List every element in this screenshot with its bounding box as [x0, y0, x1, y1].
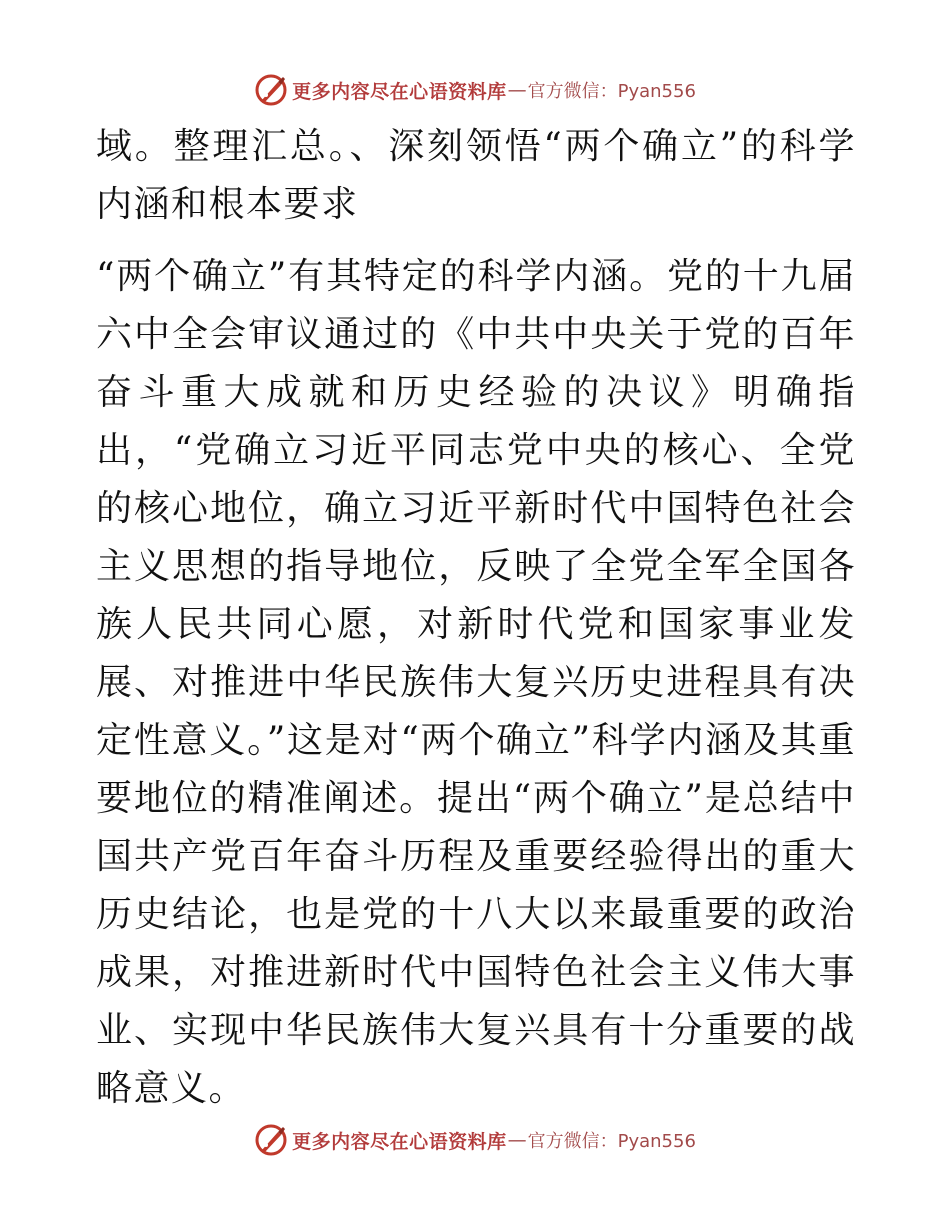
quill-pen-logo-icon	[254, 73, 288, 107]
document-body	[96, 118, 856, 1118]
header-dash: —	[507, 79, 527, 101]
quill-pen-logo-icon	[254, 1123, 288, 1157]
paragraph-main: “两个确立”有其特定的科学内涵。党的十九届六中全会审议通过的《中共中央关于党的百年奋斗重大成就和历史经验的决议》明确指出，“党确立习近平同志党中央的核心、全党的核心地位，确立习近平新时代中国特色社会主义思想的指导地位，反映了全党全军全国各族人民共同心愿，对新时代党和国家事业发展、对推进中华民族伟大复兴历史进程具有决定性意义。”这是对“两个确立”科学内涵及其重要地位的精准阐述。提出“两个确立”是总结中国共产党百年奋斗历程及重要经验得出的重大历史结论，也是党的十八大以来最重要的政治成果，对推进新时代中国特色社会主义伟大事业、实现中华民族伟大复兴具有十分重要的战略意义。	[96, 256, 856, 1109]
header-site-text: 更多内容尽在心语资料库	[292, 80, 507, 103]
header-banner	[0, 70, 950, 110]
header-wechat-text: 官方微信：Pyan556	[527, 81, 696, 102]
footer-wechat-text: 官方微信：Pyan556	[527, 1131, 696, 1152]
footer-dash: —	[507, 1129, 527, 1151]
paragraph-heading-continuation: 域。整理汇总。、深刻领悟“两个确立”的科学内涵和根本要求	[96, 126, 856, 225]
footer-site-text: 更多内容尽在心语资料库	[292, 1130, 507, 1153]
footer-banner	[0, 1120, 950, 1160]
